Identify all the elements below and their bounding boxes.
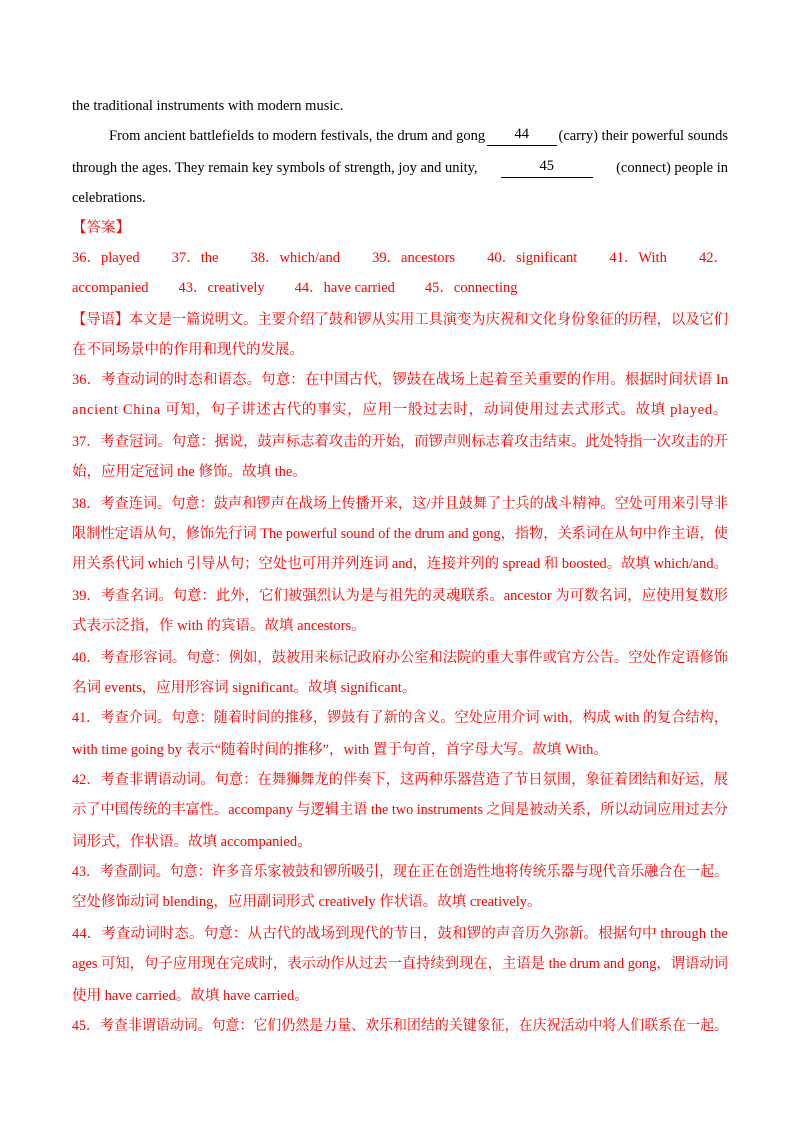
explanation-line: [72, 432, 728, 452]
explanation-line: [72, 924, 728, 944]
explanation-line: [72, 678, 728, 698]
explanation-text: 36．考查动词的时态和语态。句意：在中国古代，锣鼓在战场上起着至关重要的作用。根据时间状语 In: [72, 372, 729, 388]
explanation-text: 限制性定语从句，修饰先行词 The powerful sound of the drum and gong，指物，关系词在从句中作主语，使: [72, 526, 728, 542]
blank-44: 44: [487, 126, 557, 146]
passage-text: through the ages. They remain key symbols of strength, joy and unity,: [72, 160, 478, 176]
answer-item: 44．have carried: [294, 280, 395, 296]
guide-line-2: [72, 340, 728, 360]
answer-item: 40．significant: [487, 250, 578, 266]
explanation-text: 示了中国传统的丰富性。accompany 与逻辑主语 the two instruments 之间是被动关系，所以动词应用过去分: [72, 802, 728, 818]
guide-line-1: [72, 310, 728, 330]
answers-row-2: [72, 278, 728, 298]
blank-45: 45: [501, 158, 593, 178]
passage-text: the traditional instruments with modern music.: [72, 98, 344, 114]
passage-text: celebrations.: [72, 190, 146, 206]
explanation-text: 44．考查动词时态。句意：从古代的战场到现代的节日，鼓和锣的声音历久弥新。根据句中 through the: [72, 926, 729, 942]
explanation-text: 43．考查副词。句意：许多音乐家被鼓和锣所吸引，现在正在创造性地将传统乐器与现代音乐融合在一起。: [72, 864, 729, 880]
explanation-text: 39．考查名词。句意：此外，它们被强烈认为是与祖先的灵魂联系。ancestor 为可数名词，应使用复数形: [72, 588, 728, 604]
answer-item: 41．With: [609, 250, 667, 266]
explanation-line: [72, 648, 728, 668]
explanation-text: with time going by 表示“随着时间的推移”，with 置于句首，首字母大写。故填 With。: [72, 742, 608, 758]
explanation-line: [72, 954, 728, 974]
passage-line-3: [72, 158, 728, 178]
answer-item: 38．which/and: [250, 250, 340, 266]
explanation-line: [72, 524, 728, 544]
guide-text: 在不同场景中的作用和现代的发展。: [72, 342, 304, 358]
explanation-line: [72, 832, 728, 852]
explanation-text: ancient China 可知，句子讲述古代的事实，应用一般过去时，动词使用过去式形式。故填 played。: [72, 402, 728, 418]
explanation-line: [72, 862, 728, 882]
explanation-line: [72, 370, 728, 390]
explanation-text: 45．考查非谓语动词。句意：它们仍然是力量、欢乐和团结的关键象征，在庆祝活动中将人们联系在一起。: [72, 1018, 729, 1034]
explanation-text: 38．考查连词。句意：鼓声和锣声在战场上传播开来，这/并且鼓舞了士兵的战斗精神。空处可用来引导非: [72, 496, 729, 512]
explanation-text: 词形式，作状语。故填 accompanied。: [72, 834, 312, 850]
explanation-text: 41．考查介词。句意：随着时间的推移，锣鼓有了新的含义。空处应用介词 with，构成 with 的复合结构，: [72, 710, 728, 726]
answer-item: 43．creatively: [178, 280, 265, 296]
explanation-text: ages 可知，句子应用现在完成时，表示动作从过去一直持续到现在，主语是 the drum and gong，谓语动词: [72, 956, 728, 972]
explanation-line: [72, 586, 728, 606]
explanation-line: [72, 800, 728, 820]
passage-text: (connect) people in: [616, 160, 728, 176]
answers-row-1: [72, 248, 728, 268]
explanation-line: [72, 708, 728, 728]
explanation-line: [72, 462, 728, 482]
guide-text: 【导语】本文是一篇说明文。主要介绍了鼓和锣从实用工具演变为庆祝和文化身份象征的历程，以及它们: [72, 312, 728, 328]
passage-line-2: [72, 126, 728, 146]
answer-item: 45．connecting: [424, 280, 518, 296]
explanation-text: 空处修饰动词 blending，应用副词形式 creatively 作状语。故填 creatively。: [72, 894, 542, 910]
explanation-line: [72, 400, 728, 420]
explanation-text: 40．考查形容词。句意：例如，鼓被用来标记政府办公室和法院的重大事件或官方公告。空处作定语修饰: [72, 650, 728, 666]
explanation-line: [72, 1016, 728, 1036]
explanation-text: 名词 events，应用形容词 significant。故填 significant。: [72, 680, 417, 696]
explanation-line: [72, 770, 728, 790]
explanation-line: [72, 616, 728, 636]
passage-line-1: [72, 96, 728, 116]
explanation-line: [72, 554, 728, 574]
answer-item: 37．the: [171, 250, 219, 266]
answer-item: 39．ancestors: [372, 250, 456, 266]
answer-heading-text: 【答案】: [72, 220, 130, 236]
explanation-line: [72, 740, 728, 760]
answer-item: 42．: [698, 250, 728, 266]
answer-item: 36．played: [72, 250, 140, 266]
explanation-line: [72, 892, 728, 912]
explanation-text: 37．考查冠词。句意：据说，鼓声标志着攻击的开始，而锣声则标志着攻击结束。此处特指一次攻击的开: [72, 434, 728, 450]
explanation-text: 使用 have carried。故填 have carried。: [72, 988, 309, 1004]
explanation-text: 用关系代词 which 引导从句；空处也可用并列连词 and，连接并列的 spread 和 boosted。故填 which/and。: [72, 556, 729, 572]
answer-heading: [72, 218, 728, 238]
passage-line-4: [72, 188, 728, 208]
passage-text: (carry) their powerful sounds: [558, 128, 728, 144]
explanation-text: 式表示泛指，作 with 的宾语。故填 ancestors。: [72, 618, 366, 634]
answer-item: accompanied: [72, 280, 149, 296]
explanation-text: 42．考查非谓语动词。句意：在舞狮舞龙的伴奏下，这两种乐器营造了节日氛围，象征着团结和好运，展: [72, 772, 728, 788]
explanation-line: [72, 986, 728, 1006]
explanation-line: [72, 494, 728, 514]
passage-text: From ancient battlefields to modern festivals, the drum and gong: [109, 128, 486, 144]
explanation-text: 始，应用定冠词 the 修饰。故填 the。: [72, 464, 307, 480]
